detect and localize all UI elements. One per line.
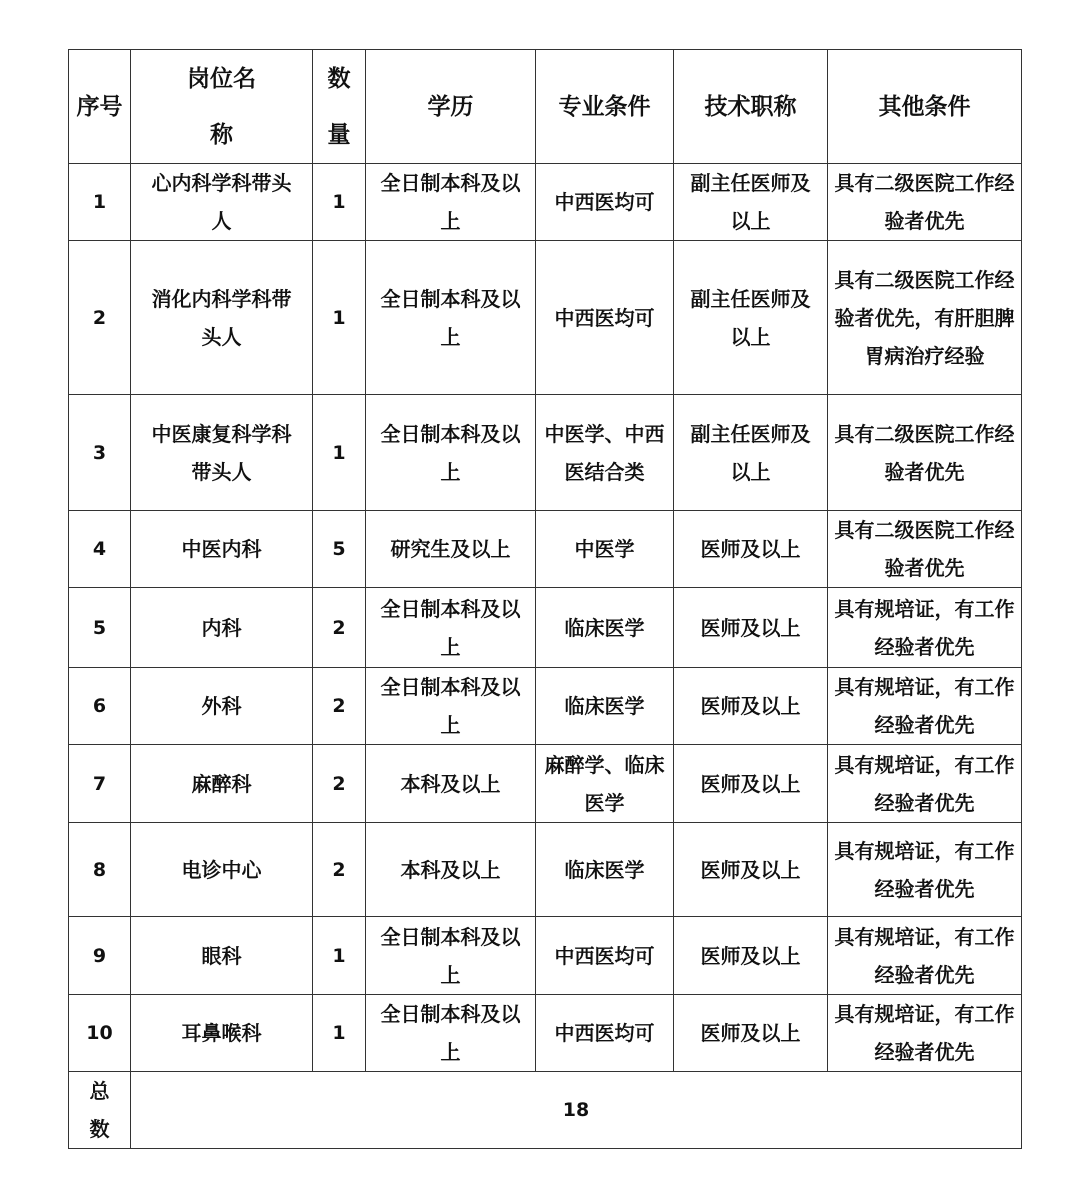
total-label: 总数 — [69, 1072, 131, 1149]
cell-seq: 4 — [69, 511, 131, 588]
cell-title: 副主任医师及以上 — [674, 164, 828, 241]
cell-count: 1 — [313, 995, 366, 1072]
header-major: 专业条件 — [536, 50, 674, 164]
cell-count: 1 — [313, 395, 366, 511]
cell-major: 麻醉学、临床医学 — [536, 745, 674, 823]
cell-position: 中医康复科学科带头人 — [131, 395, 313, 511]
cell-major: 临床医学 — [536, 588, 674, 668]
cell-position: 消化内科学科带头人 — [131, 241, 313, 395]
table-row — [69, 164, 1022, 241]
cell-count: 1 — [313, 917, 366, 995]
cell-title: 医师及以上 — [674, 668, 828, 745]
cell-position: 电诊中心 — [131, 823, 313, 917]
cell-major: 中医学 — [536, 511, 674, 588]
table-row — [69, 241, 1022, 395]
header-count: 数量 — [313, 50, 366, 164]
cell-title: 医师及以上 — [674, 588, 828, 668]
cell-seq: 10 — [69, 995, 131, 1072]
cell-position: 麻醉科 — [131, 745, 313, 823]
table-row — [69, 668, 1022, 745]
cell-title: 副主任医师及以上 — [674, 241, 828, 395]
cell-count: 5 — [313, 511, 366, 588]
header-position: 岗位名称 — [131, 50, 313, 164]
header-seq: 序号 — [69, 50, 131, 164]
header-title: 技术职称 — [674, 50, 828, 164]
cell-title: 医师及以上 — [674, 745, 828, 823]
cell-count: 1 — [313, 164, 366, 241]
cell-major: 临床医学 — [536, 823, 674, 917]
cell-education: 本科及以上 — [366, 823, 536, 917]
table-row — [69, 588, 1022, 668]
cell-position: 内科 — [131, 588, 313, 668]
cell-count: 2 — [313, 823, 366, 917]
header-row — [69, 50, 1022, 164]
table-row — [69, 511, 1022, 588]
cell-other: 具有规培证，有工作经验者优先 — [828, 745, 1022, 823]
cell-count: 2 — [313, 745, 366, 823]
table-row — [69, 395, 1022, 511]
cell-other: 具有规培证，有工作经验者优先 — [828, 823, 1022, 917]
cell-education: 全日制本科及以上 — [366, 164, 536, 241]
recruitment-table — [68, 49, 1022, 1149]
cell-count: 1 — [313, 241, 366, 395]
cell-count: 2 — [313, 668, 366, 745]
cell-seq: 5 — [69, 588, 131, 668]
header-education: 学历 — [366, 50, 536, 164]
cell-title: 医师及以上 — [674, 511, 828, 588]
cell-education: 全日制本科及以上 — [366, 995, 536, 1072]
cell-seq: 2 — [69, 241, 131, 395]
table-row — [69, 745, 1022, 823]
cell-education: 研究生及以上 — [366, 511, 536, 588]
cell-major: 中西医均可 — [536, 917, 674, 995]
cell-seq: 6 — [69, 668, 131, 745]
cell-major: 中医学、中西医结合类 — [536, 395, 674, 511]
table-row — [69, 823, 1022, 917]
cell-major: 临床医学 — [536, 668, 674, 745]
table-row — [69, 917, 1022, 995]
header-other: 其他条件 — [828, 50, 1022, 164]
cell-seq: 1 — [69, 164, 131, 241]
cell-seq: 9 — [69, 917, 131, 995]
cell-count: 2 — [313, 588, 366, 668]
cell-seq: 3 — [69, 395, 131, 511]
cell-education: 本科及以上 — [366, 745, 536, 823]
total-row — [69, 1072, 1022, 1149]
cell-education: 全日制本科及以上 — [366, 917, 536, 995]
cell-major: 中西医均可 — [536, 995, 674, 1072]
cell-position: 中医内科 — [131, 511, 313, 588]
cell-education: 全日制本科及以上 — [366, 395, 536, 511]
cell-position: 心内科学科带头人 — [131, 164, 313, 241]
cell-other: 具有规培证，有工作经验者优先 — [828, 588, 1022, 668]
cell-other: 具有规培证，有工作经验者优先 — [828, 995, 1022, 1072]
cell-title: 副主任医师及以上 — [674, 395, 828, 511]
cell-education: 全日制本科及以上 — [366, 588, 536, 668]
cell-seq: 7 — [69, 745, 131, 823]
cell-education: 全日制本科及以上 — [366, 668, 536, 745]
cell-title: 医师及以上 — [674, 917, 828, 995]
cell-other: 具有规培证，有工作经验者优先 — [828, 668, 1022, 745]
cell-position: 外科 — [131, 668, 313, 745]
cell-position: 眼科 — [131, 917, 313, 995]
cell-education: 全日制本科及以上 — [366, 241, 536, 395]
cell-other: 具有二级医院工作经验者优先 — [828, 164, 1022, 241]
cell-seq: 8 — [69, 823, 131, 917]
total-value: 18 — [131, 1072, 1022, 1149]
cell-major: 中西医均可 — [536, 241, 674, 395]
cell-other: 具有规培证，有工作经验者优先 — [828, 917, 1022, 995]
cell-title: 医师及以上 — [674, 995, 828, 1072]
table-row — [69, 995, 1022, 1072]
cell-major: 中西医均可 — [536, 164, 674, 241]
cell-other: 具有二级医院工作经验者优先 — [828, 511, 1022, 588]
cell-title: 医师及以上 — [674, 823, 828, 917]
cell-other: 具有二级医院工作经验者优先，有肝胆脾胃病治疗经验 — [828, 241, 1022, 395]
cell-other: 具有二级医院工作经验者优先 — [828, 395, 1022, 511]
cell-position: 耳鼻喉科 — [131, 995, 313, 1072]
